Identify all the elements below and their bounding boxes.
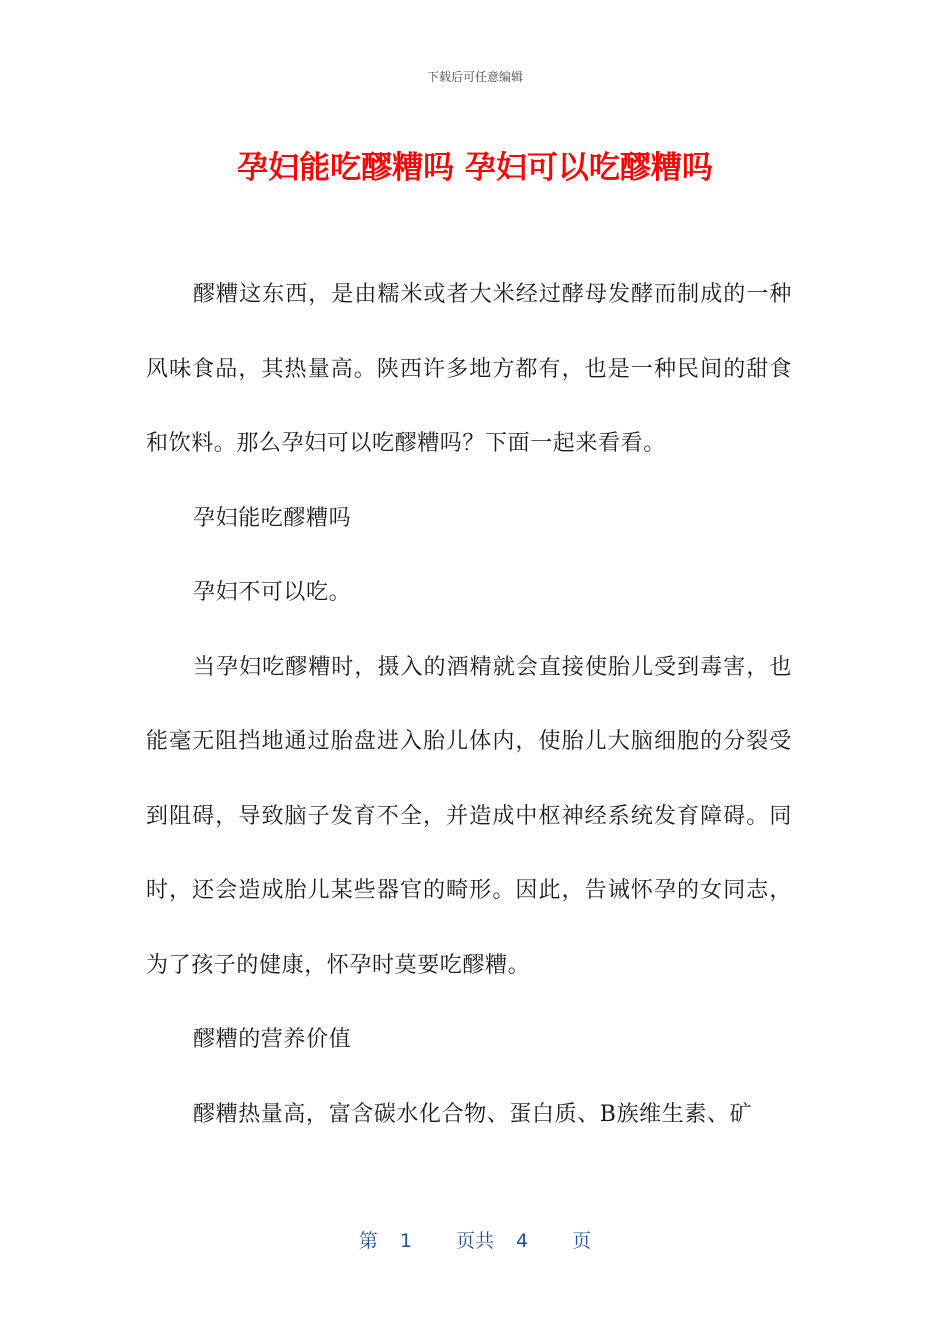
header-note: 下载后可任意编辑 (426, 70, 523, 84)
page-footer (0, 1226, 950, 1253)
footer-total-pages: 4 (516, 1230, 529, 1252)
section-heading-nutrition: 醪糟的营养价值 (193, 1027, 352, 1052)
footer-prefix: 第 (358, 1230, 378, 1252)
paragraph-intro: 醪糟这东西，是由糯米或者大米经过酵母发酵而制成的一种风味食品，其热量高。陕西许多地方都有，也是一种民间的甜食和饮料。那么孕妇可以吃醪糟吗？下面一起来看看。 (146, 282, 792, 456)
section-heading-can-eat: 孕妇能吃醪糟吗 (193, 505, 352, 531)
paragraph-reason: 当孕妇吃醪糟时，摄入的酒精就会直接使胎儿受到毒害，也能毫无阻挡地通过胎盘进入胎儿体内，使胎儿大脑细胞的分裂受到阻碍，导致脑子发育不全，并造成中枢神经系统发育障碍。同时，还会造成胎儿某些器官的畸形。因此，告诫怀孕的女同志，为了孩子的健康，怀孕时莫要吃醪糟。 (146, 654, 792, 978)
footer-current-page: 1 (399, 1230, 412, 1252)
footer-suffix: 页 (572, 1230, 592, 1252)
paragraph-nutrition: 醪糟热量高，富含碳水化合物、蛋白质、B族维生素、矿 (193, 1101, 753, 1127)
document-body (146, 258, 792, 1152)
paragraph-answer: 孕妇不可以吃。 (193, 580, 352, 605)
document-title: 孕妇能吃醪糟吗 孕妇可以吃醪糟吗 (237, 150, 713, 186)
footer-middle: 页共 (455, 1230, 494, 1252)
